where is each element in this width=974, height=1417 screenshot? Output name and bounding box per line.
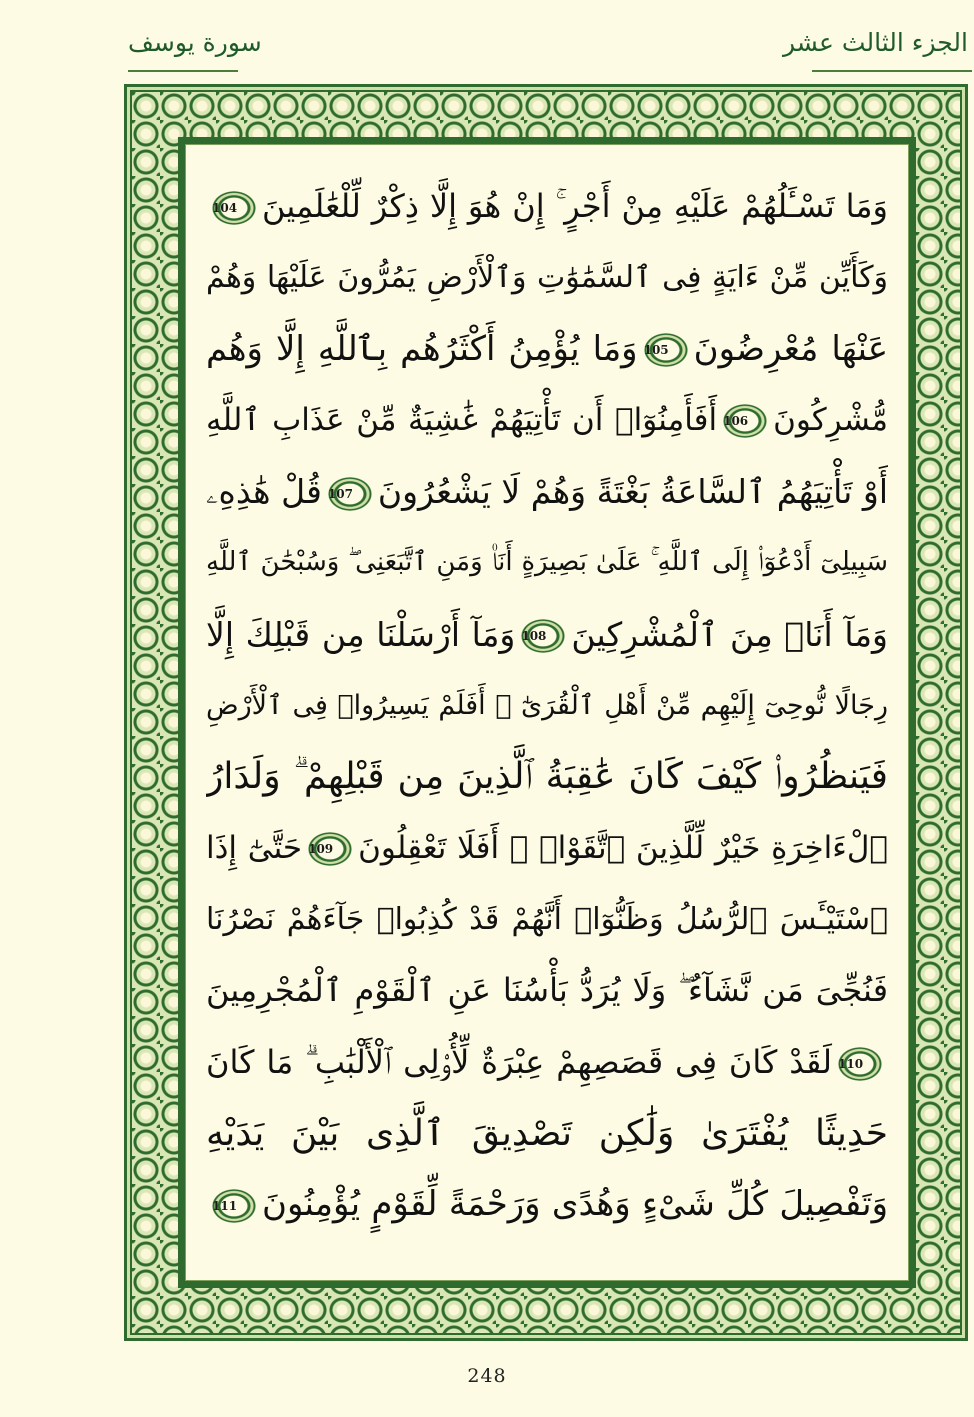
verse-text: حَتَّىٰٓ إِذَا (206, 829, 303, 866)
verse-line (206, 242, 888, 313)
page-number: 248 (467, 1365, 507, 1387)
verse-text: أَفَأَمِنُوٓا۟ أَن تَأْتِيَهُمْ غَٰشِيَةٌ مِّنْ عَذَابِ ٱللَّهِ (206, 401, 718, 438)
verse-line (206, 884, 888, 955)
verse-text: قُلْ هَٰذِهِۦ (206, 472, 322, 512)
verse-line (206, 741, 888, 812)
verse-text: فَيَنظُرُوا۟ كَيْفَ كَانَ عَٰقِبَةُ ٱلَّذِينَ مِن قَبْلِهِمْ ۗ وَلَدَارُ (206, 756, 888, 798)
verse-line (206, 955, 888, 1026)
verse-line (206, 314, 888, 385)
ayah-number-marker: 108 (521, 619, 565, 653)
verse-line (206, 599, 888, 670)
text-panel (185, 144, 909, 1281)
verse-text: وَتَفْصِيلَ كُلِّ شَىْءٍ وَهُدًى وَرَحْمَةً لِّقَوْمٍ يُؤْمِنُونَ (262, 1184, 888, 1225)
ayah-number-marker: 109 (308, 832, 352, 866)
ayah-number-marker: 107 (328, 477, 372, 511)
verse-line (206, 1169, 888, 1240)
ayah-number-marker: 106 (723, 404, 767, 438)
verse-text: وَمَآ أَنَا۠ مِنَ ٱلْمُشْرِكِينَ (571, 614, 888, 654)
verse-text: وَكَأَيِّن مِّنْ ءَايَةٍ فِى ٱلسَّمَٰوَٰتِ وَٱلْأَرْضِ يَمُرُّونَ عَلَيْهَا وَهُمْ (206, 260, 888, 296)
verse-text: مُّشْرِكُونَ (773, 401, 888, 438)
verse-line (206, 171, 888, 242)
ayah-number-marker: 105 (644, 333, 688, 367)
ayah-number-marker: 110 (838, 1047, 882, 1081)
verse-text: حَدِيثًا يُفْتَرَىٰ وَلَٰكِن تَصْدِيقَ ٱلَّذِى بَيْنَ يَدَيْهِ (206, 1112, 888, 1154)
juz-name-header: الجزء الثالث عشر (782, 28, 968, 57)
verse-line (206, 527, 888, 598)
verse-text: ٱسْتَيْـَٔسَ ٱلرُّسُلُ وَظَنُّوٓا۟ أَنَّهُمْ قَدْ كُذِبُوا۟ جَآءَهُمْ نَصْرُنَا (206, 901, 888, 937)
verse-line (206, 456, 888, 527)
verse-text: لَقَدْ كَانَ فِى قَصَصِهِمْ عِبْرَةٌ لِّأُو۟لِى ٱلْأَلْبَٰبِ ۗ مَا كَانَ (206, 1042, 832, 1081)
verse-text: عَنْهَا مُعْرِضُونَ (693, 328, 888, 369)
verse-line (206, 813, 888, 884)
verse-line (206, 670, 888, 741)
verse-text: وَمَا تَسْـَٔلُهُمْ عَلَيْهِ مِنْ أَجْرٍ ۚ إِنْ هُوَ إِلَّا ذِكْرٌ لِّلْعَٰلَمِينَ (262, 187, 888, 225)
header-rule-right (812, 70, 972, 72)
verse-text: سَبِيلِىٓ أَدْعُوٓا۟ إِلَى ٱللَّهِ ۚ عَلَىٰ بَصِيرَةٍ أَنَا۠ وَمَنِ ٱتَّبَعَنِى ۖ وَسُبْحَٰنَ ٱللَّهِ (206, 547, 888, 578)
verse-text: رِجَالًا نُّوحِىٓ إِلَيْهِم مِّنْ أَهْلِ ٱلْقُرَىٰٓ ۗ أَفَلَمْ يَسِيرُوا۟ فِى ٱلْأَرْضِ (206, 690, 888, 722)
verse-line (206, 385, 888, 456)
verse-lines (206, 171, 888, 1240)
verse-line (206, 1027, 888, 1098)
surah-name-header: سورة يوسف (128, 28, 262, 57)
verse-text: أَوْ تَأْتِيَهُمُ ٱلسَّاعَةُ بَغْتَةً وَهُمْ لَا يَشْعُرُونَ (377, 472, 888, 512)
verse-text: وَمَا يُؤْمِنُ أَكْثَرُهُم بِٱللَّهِ إِلَّا وَهُم (206, 328, 638, 369)
ayah-number-marker: 111 (212, 1189, 256, 1223)
verse-text: وَمَآ أَرْسَلْنَا مِن قَبْلِكَ إِلَّا (206, 614, 516, 654)
verse-text: فَنُجِّىَ مَن نَّشَآءُ ۖ وَلَا يُرَدُّ بَأْسُنَا عَنِ ٱلْقَوْمِ ٱلْمُجْرِمِينَ (206, 971, 888, 1010)
ayah-number-marker: 104 (212, 191, 256, 225)
verse-text: ٱلْءَاخِرَةِ خَيْرٌ لِّلَّذِينَ ٱتَّقَوْا۟ ۗ أَفَلَا تَعْقِلُونَ (358, 829, 888, 866)
header-rule-left (128, 70, 238, 72)
verse-line (206, 1098, 888, 1169)
